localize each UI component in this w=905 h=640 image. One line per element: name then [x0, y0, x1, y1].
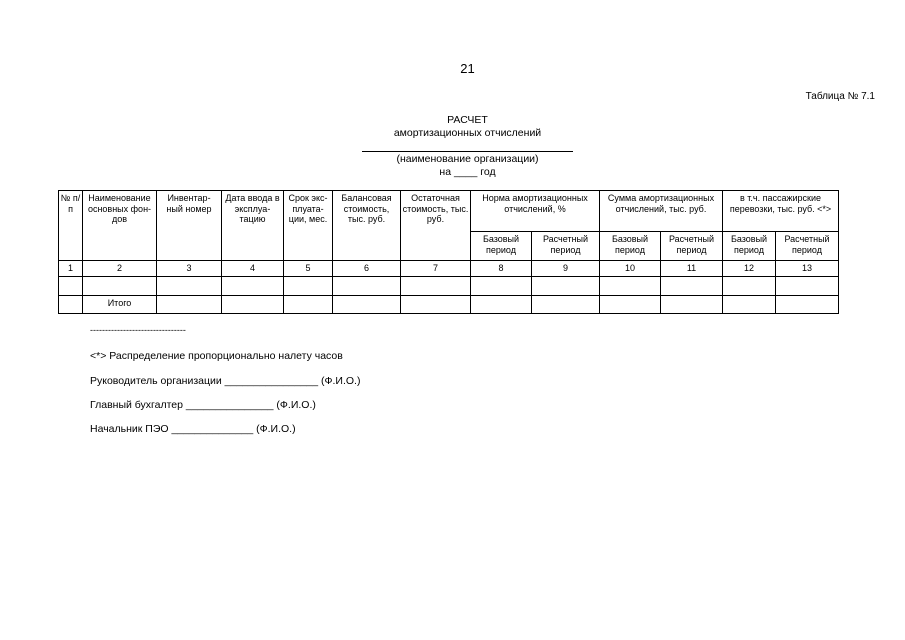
title: РАСЧЕТ [447, 114, 488, 126]
table-cell [776, 296, 839, 314]
table-cell [333, 277, 401, 296]
header-norm: Норма амортизационных отчислений, % [471, 191, 600, 232]
table-cell [661, 277, 723, 296]
column-number: 7 [401, 261, 471, 277]
table-cell [661, 296, 723, 314]
footnote: <*> Распределение пропорционально налету часов [90, 350, 343, 362]
column-number: 5 [284, 261, 333, 277]
date-line: на ____ год [439, 166, 496, 178]
table-cell [284, 277, 333, 296]
signature-peo-head: Начальник ПЭО ______________ (Ф.И.О.) [90, 423, 296, 435]
table-cell [284, 296, 333, 314]
organization-caption [0, 153, 905, 179]
column-number: 3 [157, 261, 222, 277]
header-term: Срок экс- плуата- ции, мес. [284, 191, 333, 261]
column-number: 11 [661, 261, 723, 277]
table-cell [532, 296, 600, 314]
document-title [0, 114, 905, 140]
table-cell [157, 277, 222, 296]
table-cell [157, 296, 222, 314]
table-cell [222, 277, 284, 296]
header-num: № п/п [59, 191, 83, 261]
table-cell [600, 277, 661, 296]
amortization-table [58, 190, 839, 314]
header-norm-calc: Расчетный период [532, 232, 600, 261]
header-sum: Сумма амортизационных отчислений, тыс. руб. [600, 191, 723, 232]
column-number: 8 [471, 261, 532, 277]
column-number: 9 [532, 261, 600, 277]
column-number: 10 [600, 261, 661, 277]
table-cell [333, 296, 401, 314]
table-cell [59, 277, 83, 296]
page-number: 21 [460, 61, 475, 76]
column-number: 12 [723, 261, 776, 277]
column-number: 6 [333, 261, 401, 277]
table-cell [471, 296, 532, 314]
header-inventory: Инвентар- ный номер [157, 191, 222, 261]
header-residual-value: Остаточная стоимость, тыс. руб. [401, 191, 471, 261]
header-name: Наименование основных фон- дов [83, 191, 157, 261]
table-cell [83, 277, 157, 296]
table-cell [471, 277, 532, 296]
org-caption-text: (наименование организации) [396, 153, 539, 165]
table-cell [59, 296, 83, 314]
header-sum-base: Базовый период [600, 232, 661, 261]
header-book-value: Балансовая стоимость, тыс. руб. [333, 191, 401, 261]
header-passenger: в т.ч. пассажирские перевозки, тыс. руб. <*> [723, 191, 839, 232]
column-number: 1 [59, 261, 83, 277]
table-cell [600, 296, 661, 314]
column-number-row [59, 261, 839, 277]
table-cell [776, 277, 839, 296]
column-number: 4 [222, 261, 284, 277]
signature-chief-accountant: Главный бухгалтер _______________ (Ф.И.О.) [90, 399, 316, 411]
column-number: 13 [776, 261, 839, 277]
table-row [59, 277, 839, 296]
organization-line [362, 151, 573, 152]
table-caption: Таблица № 7.1 [805, 91, 875, 102]
subtitle: амортизационных отчислений [393, 127, 542, 139]
column-number: 2 [83, 261, 157, 277]
header-norm-base: Базовый период [471, 232, 532, 261]
signature-director: Руководитель организации ________________ (Ф.И.О.) [90, 375, 361, 387]
table-cell [532, 277, 600, 296]
header-sum-calc: Расчетный период [661, 232, 723, 261]
table-cell [723, 277, 776, 296]
header-date: Дата ввода в эксплуа- тацию [222, 191, 284, 261]
header-pass-base: Базовый период [723, 232, 776, 261]
table-cell [401, 277, 471, 296]
table-cell [222, 296, 284, 314]
header-pass-calc: Расчетный период [776, 232, 839, 261]
table-cell [401, 296, 471, 314]
total-label: Итого [83, 296, 157, 314]
table-cell [723, 296, 776, 314]
footnote-separator: -------------------------------- [90, 325, 186, 335]
total-row [59, 296, 839, 314]
